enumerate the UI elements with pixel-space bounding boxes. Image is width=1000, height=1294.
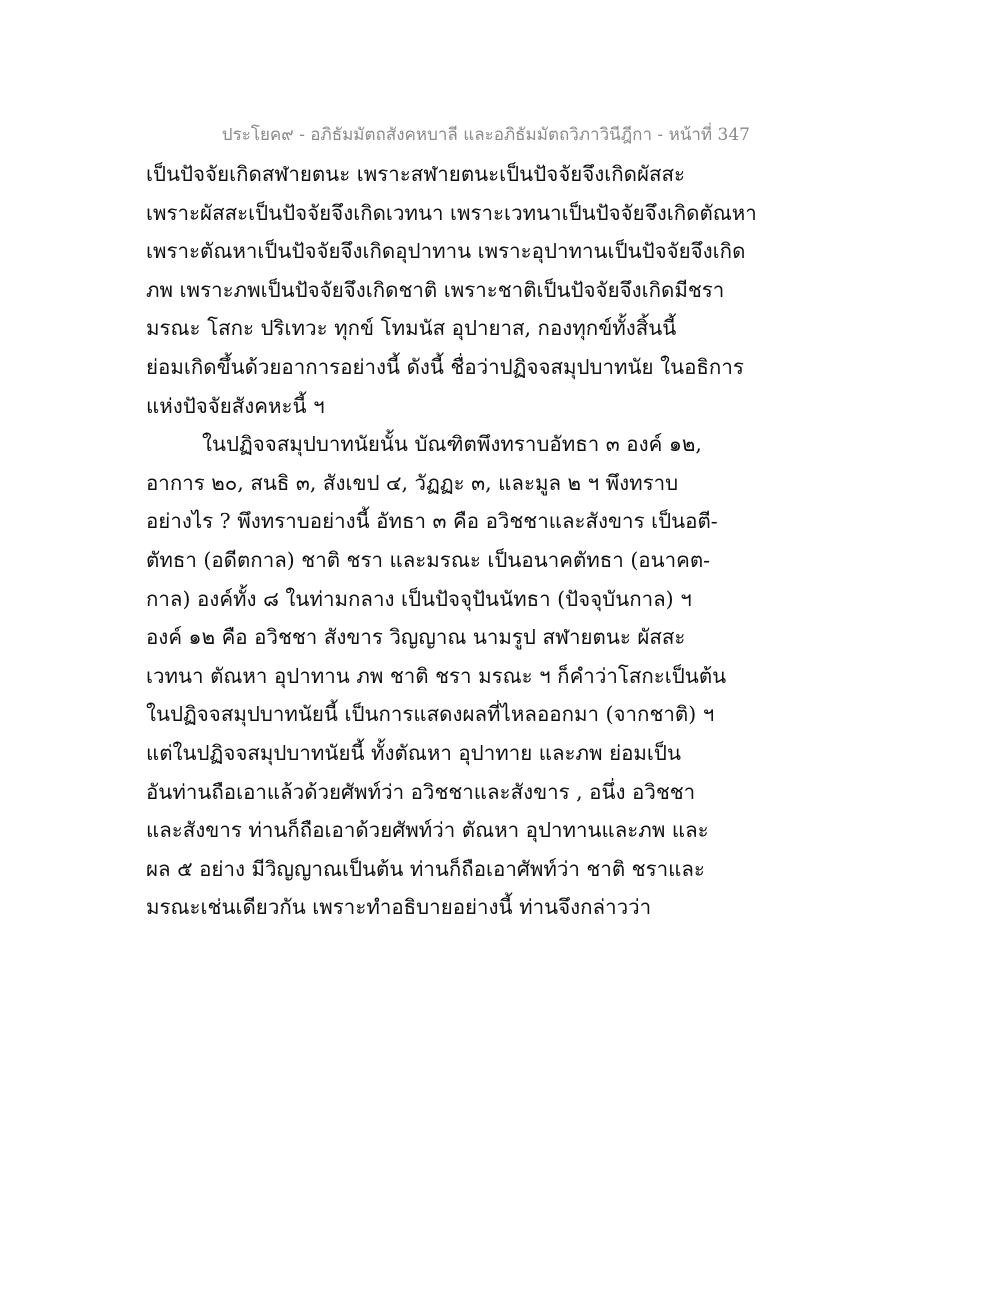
text-line: ภพ เพราะภพเป็นปัจจัยจึงเกิดชาติ เพราะชาติเป็นปัจจัยจึงเกิดมีชรา xyxy=(146,277,725,302)
text-line: ตัทธา (อดีตกาล) ชาติ ชรา และมรณะ เป็นอนาคตัทธา (อนาคต- xyxy=(146,547,711,572)
text-line: กาล) องค์ทั้ง ๘ ในท่ามกลาง เป็นปัจจุปันนัทธา (ปัจจุบันกาล) ฯ xyxy=(146,586,692,611)
text-line: มรณะ โสกะ ปริเทวะ ทุกข์ โทมนัส อุปายาส, กองทุกข์ทั้งสิ้นนี้ xyxy=(146,316,677,341)
text-line: มรณะเช่นเดียวกัน เพราะทำอธิบายอย่างนี้ ท่านจึงกล่าวว่า xyxy=(146,895,652,920)
text-line: อันท่านถือเอาแล้วด้วยศัพท์ว่า อวิชชาและสังขาร , อนึ่ง อวิชชา xyxy=(146,779,696,804)
text-line: องค์ ๑๒ คือ อวิชชา สังขาร วิญญาณ นามรูป สฬายตนะ ผัสสะ xyxy=(146,625,686,650)
text-line: แต่ในปฏิจจสมุปบาทนัยนี้ ทั้งตัณหา อุปาทาย และภพ ย่อมเป็น xyxy=(146,740,681,765)
text-line: เวทนา ตัณหา อุปาทาน ภพ ชาติ ชรา มรณะ ฯ ก็คำว่าโสกะเป็นต้น xyxy=(146,663,727,688)
text-line: อาการ ๒๐, สนธิ ๓, สังเขป ๔, วัฏฏะ ๓, และมูล ๒ ฯ พึงทราบ xyxy=(146,470,679,495)
page-header: ประโยค๙ - อภิธัมมัตถสังคหบาลี และอภิธัมมัตถวิภาวินีฎีกา - หน้าที่ 347 xyxy=(221,125,750,145)
body-text xyxy=(146,155,757,927)
text-line: และสังขาร ท่านก็ถือเอาด้วยศัพท์ว่า ตัณหา อุปาทานและภพ และ xyxy=(146,818,709,843)
text-line: ในปฏิจจสมุปบาทนัยนี้ เป็นการแสดงผลที่ไหลออกมา (จากชาติ) ฯ xyxy=(146,702,715,727)
text-line: อย่างไร ? พึงทราบอย่างนี้ อัทธา ๓ คือ อวิชชาและสังขาร เป็นอตี- xyxy=(146,509,718,534)
text-line: แห่งปัจจัยสังคหะนี้ ฯ xyxy=(146,393,325,418)
text-line: เพราะตัณหาเป็นปัจจัยจึงเกิดอุปาทาน เพราะอุปาทานเป็นปัจจัยจึงเกิด xyxy=(146,239,746,264)
paragraph-start-line: ในปฏิจจสมุปบาทนัยนั้น บัณฑิตพึงทราบอัทธา ๓ องค์ ๑๒, xyxy=(202,432,702,457)
text-line: ย่อมเกิดขึ้นด้วยอาการอย่างนี้ ดังนี้ ชื่อว่าปฏิจจสมุปบาทนัย ในอธิการ xyxy=(146,354,744,379)
text-line: เป็นปัจจัยเกิดสฬายตนะ เพราะสฬายตนะเป็นปัจจัยจึงเกิดผัสสะ xyxy=(146,162,686,186)
text-line: เพราะผัสสะเป็นปัจจัยจึงเกิดเวทนา เพราะเวทนาเป็นปัจจัยจึงเกิดตัณหา xyxy=(146,200,757,225)
text-line: ผล ๕ อย่าง มีวิญญาณเป็นต้น ท่านก็ถือเอาศัพท์ว่า ชาติ ชราและ xyxy=(146,856,705,881)
